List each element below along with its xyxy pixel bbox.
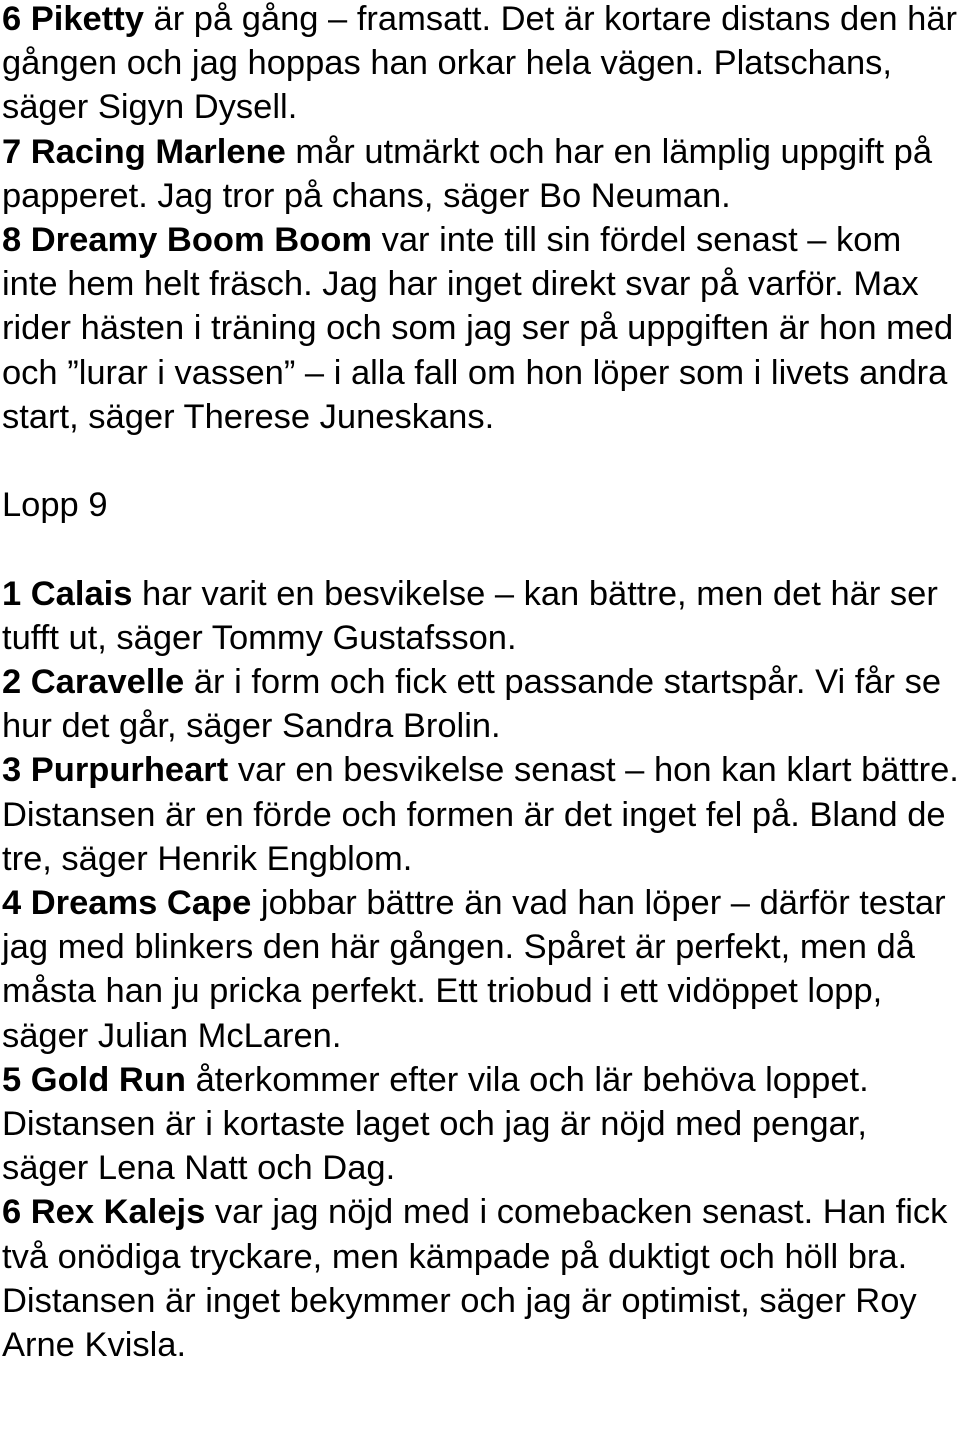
entry-racing-marlene: [2, 130, 960, 218]
entry-rex-kalejs: [2, 1190, 960, 1367]
entry-caravelle: [2, 660, 960, 748]
entry-purpurheart: [2, 748, 960, 881]
horse-name: 3 Purpurheart: [2, 751, 229, 790]
horse-comment: mår utmärkt och har en lämplig uppgift på papperet. Jag tror på chans, säger Bo Neuman.: [2, 132, 933, 215]
horse-name: 6 Rex Kalejs: [2, 1193, 206, 1232]
entry-gold-run: [2, 1058, 960, 1191]
horse-comment: har varit en besvikelse – kan bättre, men det här ser tufft ut, säger Tommy Gustafsson.: [2, 574, 938, 657]
horse-comment: är i form och fick ett passande startspår. Vi får se hur det går, säger Sandra Brolin.: [2, 663, 942, 746]
spacer: [2, 439, 960, 483]
horse-comment: återkommer efter vila och lär behöva loppet. Distansen är i kortaste laget och jag är nöjd med pengar, säger Lena Natt och Dag.: [2, 1060, 869, 1188]
horse-comment: var en besvikelse senast – hon kan klart bättre. Distansen är en förde och formen är det inget fel på. Bland de tre, säger Henrik Engblom.: [2, 751, 959, 878]
horse-name: 1 Calais: [2, 574, 133, 613]
horse-comment: jobbar bättre än vad han löper – därför testar jag med blinkers den här gången. Spåret är perfekt, men då måsta han ju pricka perfekt. Ett triobud i ett vidöppet lopp, säger Julian McLaren.: [2, 884, 946, 1055]
horse-name: 5 Gold Run: [2, 1060, 186, 1099]
horse-comment: var inte till sin fördel senast – kom inte hem helt fräsch. Jag har inget direkt svar på varför. Max rider hästen i träning och som jag ser på uppgiften är hon med och ”lurar i vassen” – i alla fall om hon löper som i livets andra start, säger Therese Juneskans.: [2, 221, 954, 436]
horse-name: 7 Racing Marlene: [2, 132, 286, 171]
spacer: [2, 527, 960, 571]
entry-calais: [2, 572, 960, 660]
horse-name: 4 Dreams Cape: [2, 884, 252, 923]
horse-comment: var jag nöjd med i comebacken senast. Han fick två onödiga tryckare, men kämpade på duktigt och höll bra. Distansen är inget bekymmer och jag är optimist, säger Roy Arne Kvisla.: [2, 1193, 948, 1365]
entry-dreamy-boom-boom: [2, 218, 960, 439]
horse-comment: är på gång – framsatt. Det är kortare distans den här gången och jag hoppas han orkar hela vägen. Platschans, säger Sigyn Dysell.: [2, 0, 958, 127]
race-heading: Lopp 9: [2, 486, 108, 525]
entry-piketty: [2, 0, 960, 130]
horse-name: 2 Caravelle: [2, 663, 185, 702]
horse-name: 6 Piketty: [2, 0, 144, 38]
entry-dreams-cape: [2, 881, 960, 1058]
horse-name: 8 Dreamy Boom Boom: [2, 221, 372, 260]
